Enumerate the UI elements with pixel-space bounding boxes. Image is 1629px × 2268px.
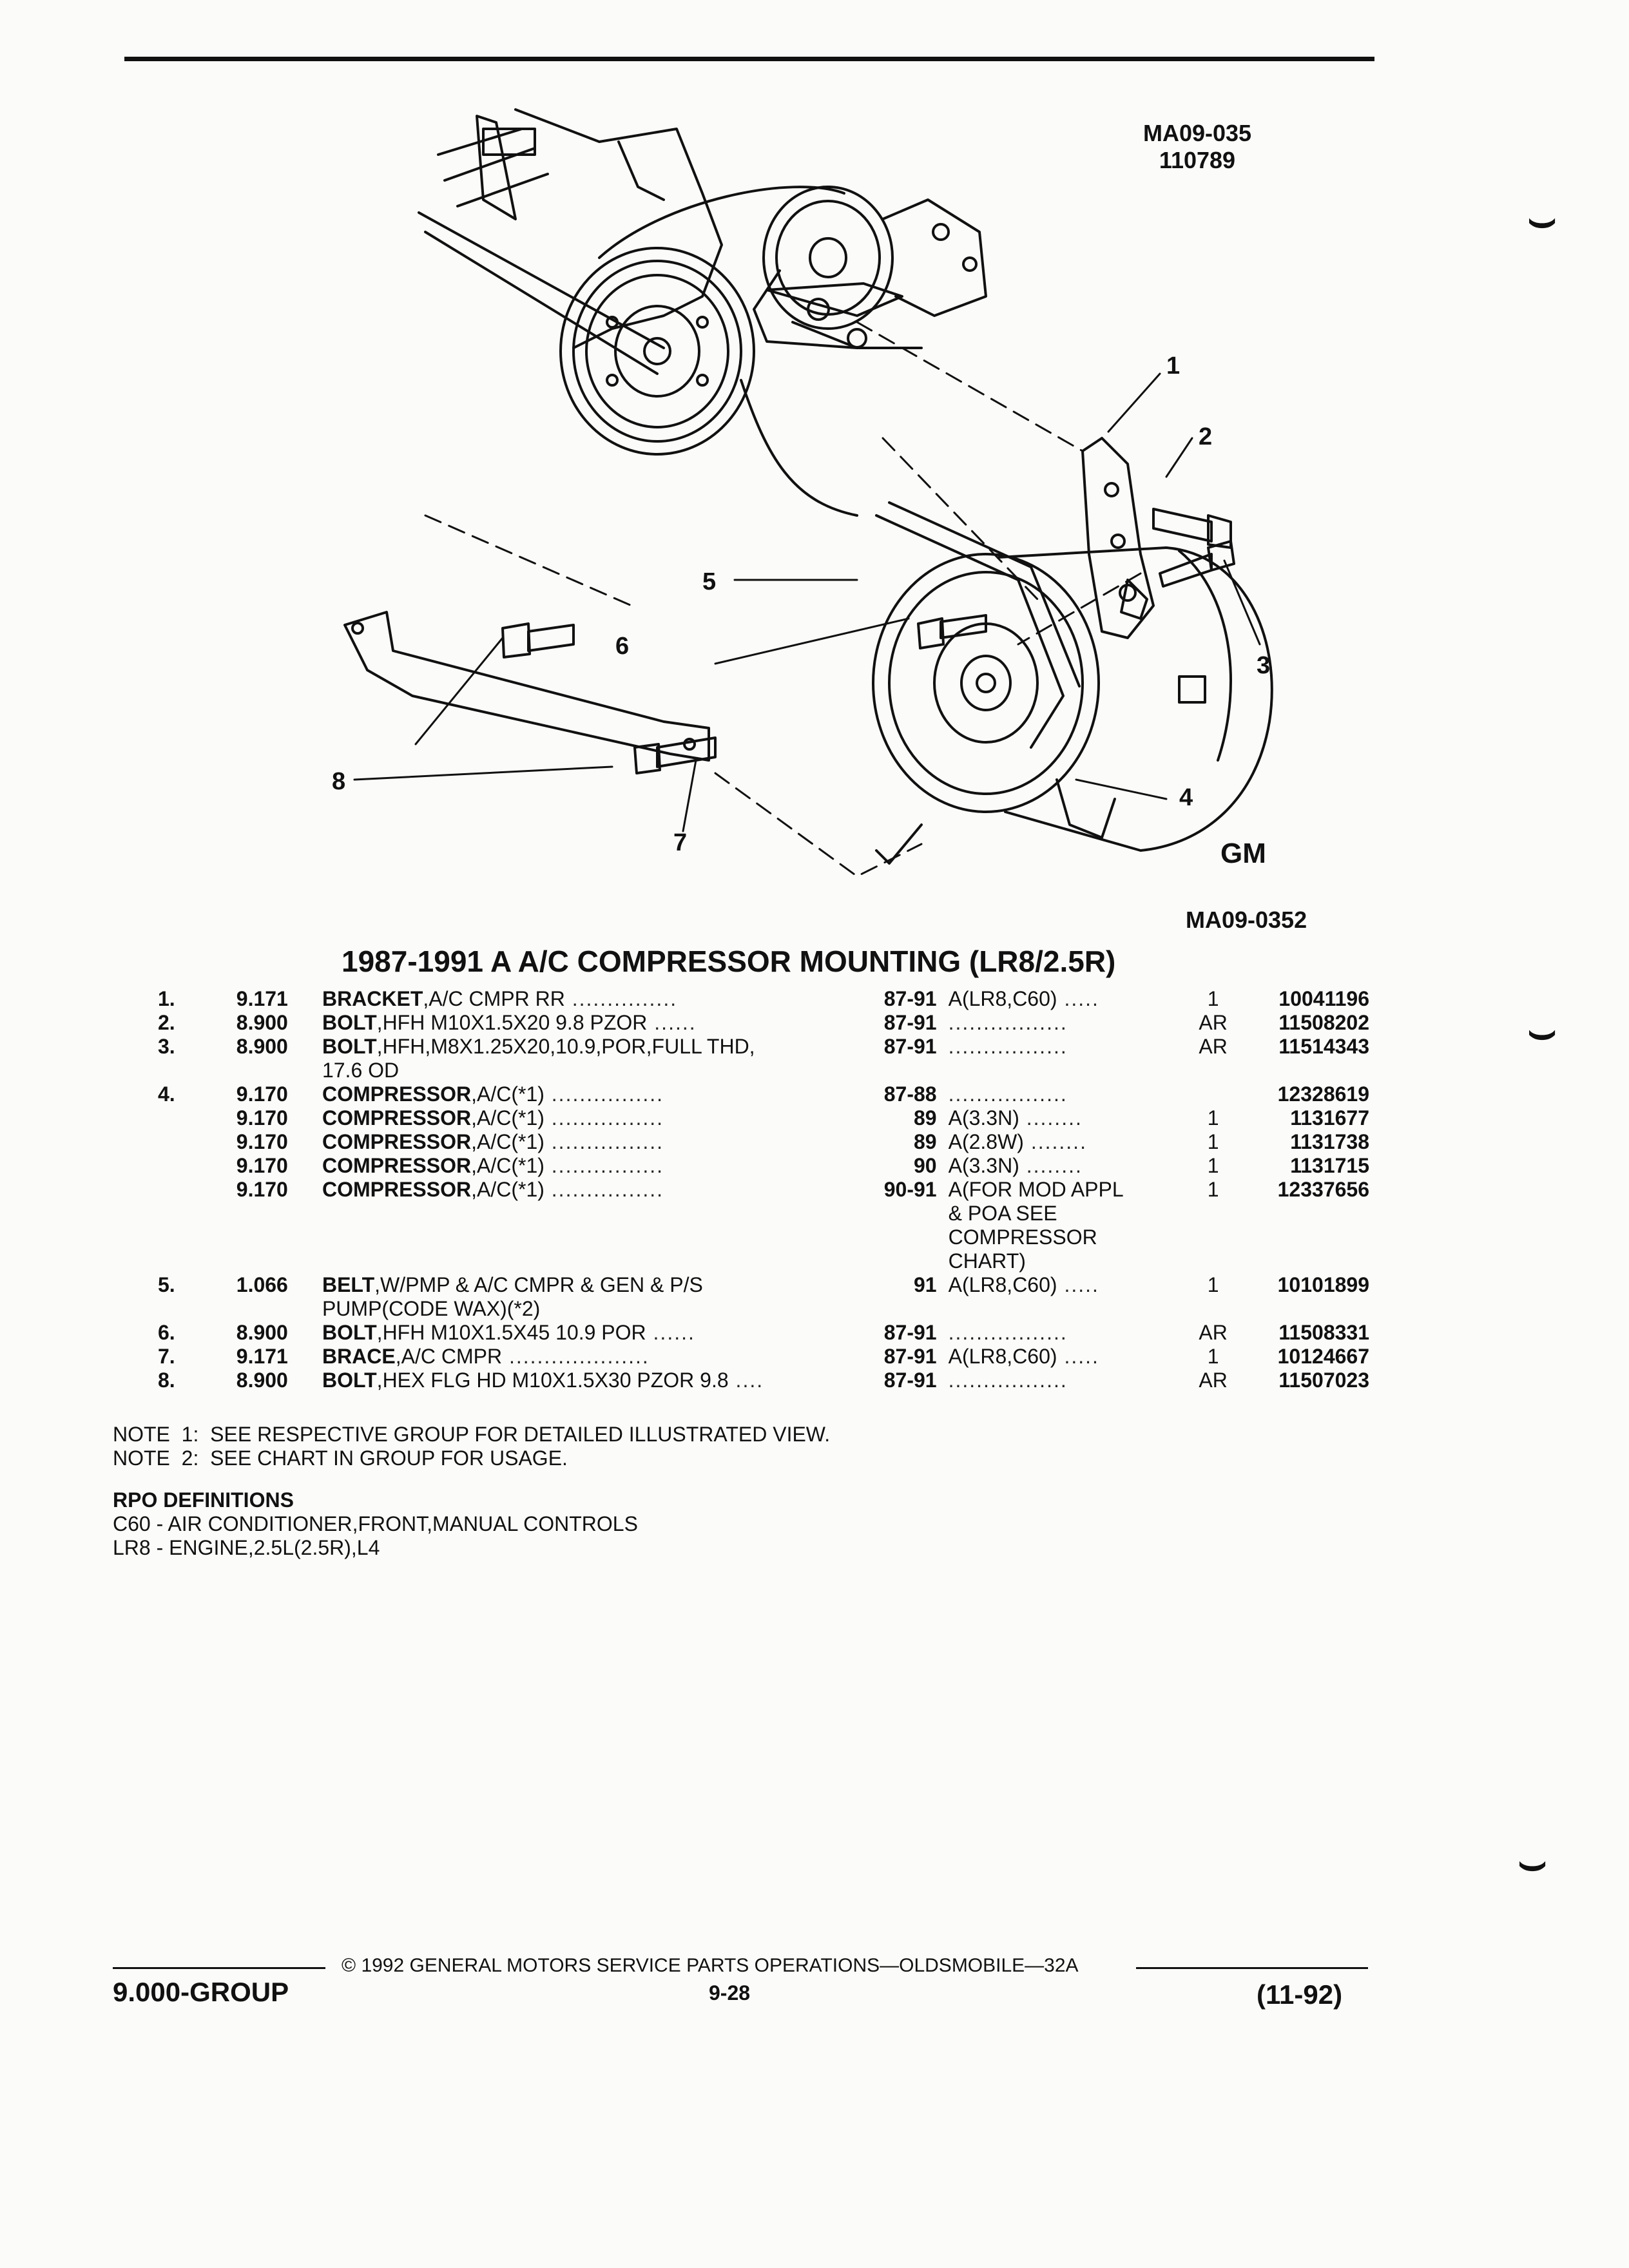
page-title: 1987-1991 A A/C COMPRESSOR MOUNTING (LR8/2.5R) (342, 945, 1116, 978)
part-desc: ,A/C CMPR RR (423, 987, 565, 1010)
years: 87-91 (883, 1035, 937, 1058)
item-number: 5. (158, 1273, 175, 1296)
part-name: BOLT (322, 1321, 377, 1344)
part-desc-line2: 17.6 OD (322, 1059, 400, 1082)
table-row (158, 1154, 1369, 1178)
part-number: 1131738 (1290, 1130, 1369, 1153)
years: 90-91 (883, 1178, 937, 1201)
item-number: 3. (158, 1035, 175, 1058)
group-number: 9.171 (236, 987, 288, 1010)
description (322, 1321, 860, 1345)
quantity (1191, 1082, 1235, 1106)
part-number: 1131677 (1290, 1106, 1369, 1129)
item-number: 4. (158, 1082, 175, 1106)
footer-rule-right (1136, 1967, 1368, 1969)
note-2: NOTE 2: SEE CHART IN GROUP FOR USAGE. (113, 1446, 568, 1470)
callout-5: 5 (702, 568, 717, 595)
part-name: BOLT (322, 1035, 377, 1058)
callout-labels (332, 352, 1270, 856)
callout-1: 1 (1166, 352, 1181, 380)
item-number: 1. (158, 987, 175, 1010)
part-desc: ,A/C CMPR (395, 1345, 503, 1368)
group-number: 9.170 (236, 1082, 288, 1106)
application-line: COMPRESSOR (948, 1225, 1097, 1249)
part-name: BELT (322, 1273, 375, 1296)
dot-leader: ........ (1019, 1106, 1083, 1129)
dot-leader: ..... (1057, 987, 1099, 1010)
application (949, 1345, 1191, 1369)
group-number: 8.900 (236, 1369, 288, 1392)
part-number: 12337656 (1277, 1178, 1369, 1201)
group-number: 9.170 (236, 1106, 288, 1129)
item-number: 2. (158, 1011, 175, 1034)
table-row (158, 1130, 1369, 1154)
dot-leader: ................ (544, 1106, 664, 1129)
part-desc: ,A/C(*1) (471, 1106, 545, 1129)
figure-code: MA09-0352 (1186, 907, 1307, 933)
group-number: 8.900 (236, 1321, 288, 1344)
dot-leader: ...... (646, 1321, 695, 1344)
part-name: BRACE (322, 1345, 396, 1368)
group-number: 9.170 (236, 1154, 288, 1177)
dot-leader: ...... (647, 1011, 697, 1034)
group-number: 9.170 (236, 1130, 288, 1153)
callout-7: 7 (673, 829, 688, 856)
dot-leader: ................. (948, 1321, 1068, 1344)
description (322, 1273, 860, 1321)
table-row (158, 1273, 1369, 1321)
dot-leader: ..... (1057, 1273, 1099, 1296)
dot-leader: ..... (1057, 1345, 1099, 1368)
application-line: & POA SEE (948, 1202, 1057, 1225)
footer-date: (11-92) (1257, 1979, 1343, 2010)
alignment-lines (425, 322, 1141, 876)
description (322, 1154, 860, 1178)
description (322, 1369, 860, 1392)
description (322, 1082, 860, 1106)
quantity: AR (1199, 1035, 1228, 1058)
years: 87-88 (883, 1082, 937, 1106)
application (949, 1369, 1191, 1392)
group-number: 8.900 (236, 1011, 288, 1034)
page-number: 9-28 (709, 1981, 751, 2004)
compressor-mounting-diagram (213, 103, 1347, 908)
years: 87-91 (883, 1345, 937, 1368)
description (322, 1178, 860, 1273)
bolts (503, 509, 1234, 773)
application-line: CHART) (948, 1249, 1026, 1273)
part-number: 11508331 (1278, 1321, 1369, 1344)
pulleys (561, 187, 986, 454)
dot-leader: ................. (948, 1082, 1068, 1106)
years: 87-91 (883, 1321, 937, 1344)
binding-mark: ⌣ (1527, 194, 1557, 244)
application (949, 1154, 1191, 1178)
part-name: BOLT (322, 1369, 377, 1392)
description (322, 1035, 860, 1082)
dot-leader: .................... (502, 1345, 650, 1368)
part-desc: ,A/C(*1) (471, 1154, 545, 1177)
callout-3: 3 (1257, 652, 1271, 679)
application-text: A(FOR MOD APPL (948, 1178, 1124, 1201)
engine-block (419, 110, 921, 374)
dot-leader: ................ (544, 1154, 664, 1177)
part-number: 10124667 (1277, 1345, 1369, 1368)
part-desc: ,W/PMP & A/C CMPR & GEN & P/S (374, 1273, 703, 1296)
part-name: COMPRESSOR (322, 1106, 472, 1129)
part-desc: ,A/C(*1) (471, 1082, 545, 1106)
rpo-heading: RPO DEFINITIONS (113, 1488, 294, 1512)
footer-rule-left (113, 1967, 325, 1969)
quantity: AR (1199, 1011, 1228, 1034)
quantity: 1 (1207, 1106, 1219, 1129)
part-number: 11507023 (1278, 1369, 1369, 1392)
application (949, 1035, 1191, 1082)
group-number: 8.900 (236, 1035, 288, 1058)
years: 87-91 (883, 987, 937, 1010)
dot-leader: .... (728, 1369, 764, 1392)
parts-table (158, 987, 1369, 1392)
item-number: 6. (158, 1321, 175, 1344)
group-number: 9.171 (236, 1345, 288, 1368)
quantity: AR (1199, 1321, 1228, 1344)
rpo-item: LR8 - ENGINE,2.5L(2.5R),L4 (113, 1536, 380, 1559)
part-desc: ,HEX FLG HD M10X1.5X30 PZOR 9.8 (376, 1369, 729, 1392)
callout-6: 6 (615, 633, 630, 660)
part-desc-line2: PUMP(CODE WAX)(*2) (322, 1297, 541, 1320)
callout-2: 2 (1199, 423, 1213, 450)
part-desc: ,HFH M10X1.5X45 10.9 POR (376, 1321, 646, 1344)
group-number: 9.170 (236, 1178, 288, 1201)
part-number: 11508202 (1278, 1011, 1369, 1034)
description (322, 1345, 860, 1369)
quantity: AR (1199, 1369, 1228, 1392)
part-desc: ,A/C(*1) (471, 1130, 545, 1153)
part-number: 12328619 (1277, 1082, 1369, 1106)
parts-table-body (158, 987, 1369, 1392)
table-row (158, 1178, 1369, 1273)
part-desc: ,HFH M10X1.5X20 9.8 PZOR (376, 1011, 648, 1034)
table-row (158, 1106, 1369, 1130)
dot-leader: ............... (564, 987, 678, 1010)
dot-leader: ................ (544, 1130, 664, 1153)
table-row (158, 1035, 1369, 1082)
quantity: 1 (1207, 1345, 1219, 1368)
application (949, 987, 1191, 1011)
quantity: 1 (1207, 1130, 1219, 1153)
years: 87-91 (883, 1011, 937, 1034)
part-name: COMPRESSOR (322, 1178, 472, 1201)
rpo-item: C60 - AIR CONDITIONER,FRONT,MANUAL CONTROLS (113, 1512, 638, 1535)
dot-leader: ................. (948, 1035, 1068, 1058)
quantity: 1 (1207, 987, 1219, 1010)
dot-leader: ................ (544, 1178, 664, 1201)
part-number: 10101899 (1277, 1273, 1369, 1296)
application-text: A(2.8W) (948, 1130, 1024, 1153)
years: 89 (914, 1106, 937, 1129)
application (949, 1321, 1191, 1345)
description (322, 1130, 860, 1154)
copyright: © 1992 GENERAL MOTORS SERVICE PARTS OPERATIONS—OLDSMOBILE—32A (342, 1955, 1079, 1976)
item-number (158, 1130, 236, 1154)
quantity: 1 (1207, 1178, 1219, 1201)
quantity: 1 (1207, 1154, 1219, 1177)
top-rule (124, 57, 1374, 61)
dot-leader: ................. (948, 1369, 1068, 1392)
part-name: COMPRESSOR (322, 1082, 472, 1106)
application (949, 1106, 1191, 1130)
footer-group: 9.000-GROUP (113, 1977, 289, 2007)
years: 87-91 (883, 1369, 937, 1392)
dot-leader: ................. (948, 1011, 1068, 1034)
part-name: COMPRESSOR (322, 1130, 472, 1153)
application (949, 1178, 1191, 1273)
group-number: 1.066 (236, 1273, 288, 1296)
illustration-id: MA09-035 (1142, 120, 1252, 146)
description (322, 1011, 860, 1035)
table-row (158, 987, 1369, 1011)
application (949, 1273, 1191, 1321)
item-number (158, 1178, 236, 1273)
part-name: BOLT (322, 1011, 377, 1034)
application-text: A(LR8,C60) (948, 987, 1057, 1010)
dot-leader: ................ (544, 1082, 664, 1106)
table-row (158, 1345, 1369, 1369)
part-desc: ,HFH,M8X1.25X20,10.9,POR,FULL THD, (376, 1035, 755, 1058)
years: 91 (914, 1273, 937, 1296)
application (949, 1082, 1191, 1106)
application-text: A(3.3N) (948, 1154, 1019, 1177)
drive-belt (599, 187, 1079, 747)
table-row (158, 1369, 1369, 1392)
callout-4: 4 (1179, 784, 1193, 811)
dot-leader: ........ (1019, 1154, 1083, 1177)
dot-leader: ........ (1023, 1130, 1087, 1153)
application-text: A(LR8,C60) (948, 1345, 1057, 1368)
rpo-definitions (113, 1488, 638, 1560)
compressor (873, 548, 1272, 863)
description (322, 1106, 860, 1130)
part-number: 11514343 (1278, 1035, 1369, 1058)
table-row (158, 1082, 1369, 1106)
application-text: A(3.3N) (948, 1106, 1019, 1129)
part-name: BRACKET (322, 987, 423, 1010)
gm-logo: GM (1220, 838, 1266, 869)
table-row (158, 1321, 1369, 1345)
note-1: NOTE 1: SEE RESPECTIVE GROUP FOR DETAILED ILLUSTRATED VIEW. (113, 1423, 831, 1446)
years: 90 (914, 1154, 937, 1177)
item-number (158, 1154, 236, 1178)
application (949, 1130, 1191, 1154)
description (322, 987, 860, 1011)
application-text: A(LR8,C60) (948, 1273, 1057, 1296)
part-desc: ,A/C(*1) (471, 1178, 545, 1201)
binding-mark: ⌣ (1527, 1006, 1557, 1056)
callout-8: 8 (332, 768, 346, 795)
item-number (158, 1106, 236, 1130)
item-number: 7. (158, 1345, 175, 1368)
application (949, 1011, 1191, 1035)
part-name: COMPRESSOR (322, 1154, 472, 1177)
table-row (158, 1011, 1369, 1035)
quantity: 1 (1207, 1273, 1219, 1296)
part-number: 10041196 (1278, 987, 1369, 1010)
notes (113, 1423, 830, 1470)
binding-mark: ⌣ (1518, 1837, 1548, 1887)
item-number: 8. (158, 1369, 175, 1392)
part-number: 1131715 (1290, 1154, 1369, 1177)
brace (345, 612, 709, 760)
illustration-date: 110789 (1159, 147, 1236, 173)
years: 89 (914, 1130, 937, 1153)
